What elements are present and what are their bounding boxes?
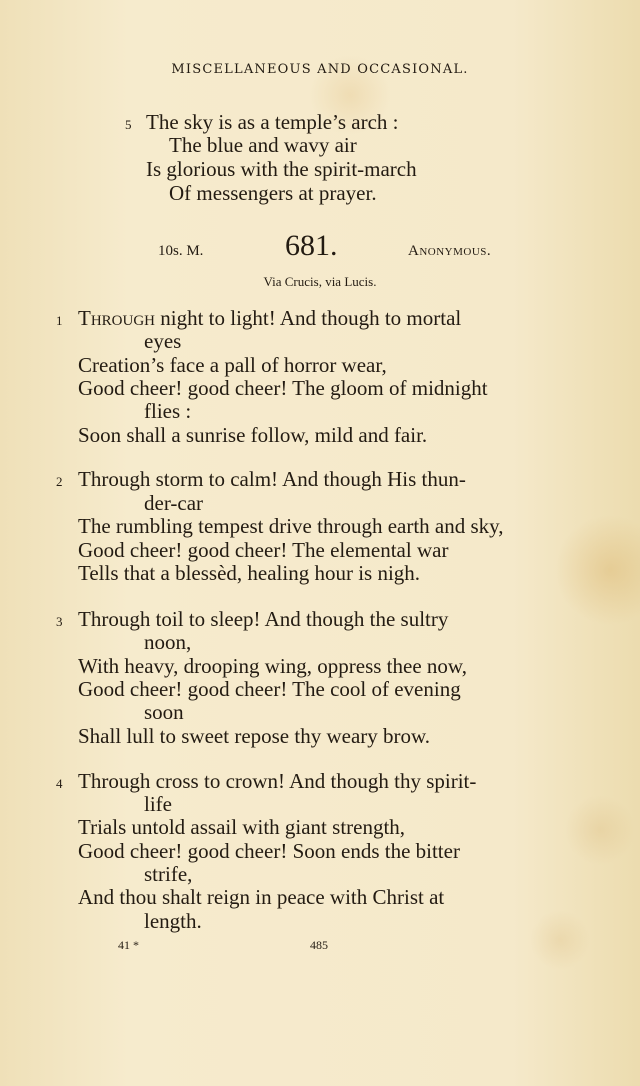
verse-line: The sky is as a temple’s arch : <box>146 110 399 134</box>
verse-line: life <box>144 792 172 816</box>
verse-line <box>78 306 461 331</box>
verse-line: Good cheer! good cheer! The gloom of midnight <box>78 376 488 400</box>
verse-line: Creation’s face a pall of horror wear, <box>78 353 387 377</box>
verse-number: 4 <box>56 776 63 791</box>
running-head: MISCELLANEOUS AND OCCASIONAL. <box>171 62 469 77</box>
verse-line: flies : <box>144 399 192 423</box>
verse-number: 2 <box>56 474 63 489</box>
page-number: 485 <box>310 938 328 952</box>
verse-line: noon, <box>144 630 192 654</box>
verse-line: The blue and wavy air <box>169 133 357 157</box>
verse-line: Good cheer! good cheer! The cool of evening <box>78 677 461 701</box>
verse-line: Through cross to crown! And though thy spirit- <box>78 769 477 793</box>
verse-line: Good cheer! good cheer! Soon ends the bitter <box>78 839 460 863</box>
verse-number: 3 <box>56 614 63 629</box>
verse-line: soon <box>144 700 184 724</box>
verse-number: 1 <box>56 313 63 328</box>
verse-line: Good cheer! good cheer! The elemental war <box>78 538 449 562</box>
verse-line-rest: night to light! And though to mortal <box>155 306 462 330</box>
verse-line: Through toil to sleep! And though the sultry <box>78 607 449 631</box>
verse-line: And thou shalt reign in peace with Christ at <box>78 885 445 909</box>
verse-line: Shall lull to sweet repose thy weary brow. <box>78 724 431 748</box>
hymn-author: Anonymous. <box>408 243 492 259</box>
verse-line: der-car <box>144 491 204 515</box>
verse-line: With heavy, drooping wing, oppress thee now, <box>78 654 467 678</box>
verse-line: Trials untold assail with giant strength, <box>78 815 406 839</box>
verse-number: 5 <box>125 117 132 132</box>
verse-line: Is glorious with the spirit-march <box>146 157 417 181</box>
verse-line: Tells that a blessèd, healing hour is nigh. <box>78 561 421 585</box>
verse-line: strife, <box>144 862 193 886</box>
hymn-meter: 10s. M. <box>158 243 204 259</box>
verse-line: Through storm to calm! And though His thun- <box>78 467 466 491</box>
verse-line: Soon shall a sunrise follow, mild and fair. <box>78 423 428 447</box>
verse-line: eyes <box>144 329 182 353</box>
verse-first-word: Through <box>78 306 155 330</box>
verse-line: length. <box>144 909 202 933</box>
verse-line: Of messengers at prayer. <box>169 181 377 205</box>
verse-line: The rumbling tempest drive through earth and sky, <box>78 514 504 538</box>
hymn-subtitle: Via Crucis, via Lucis. <box>263 274 377 289</box>
hymn-number: 681. <box>285 229 338 262</box>
signature-mark: 41 * <box>118 938 139 952</box>
